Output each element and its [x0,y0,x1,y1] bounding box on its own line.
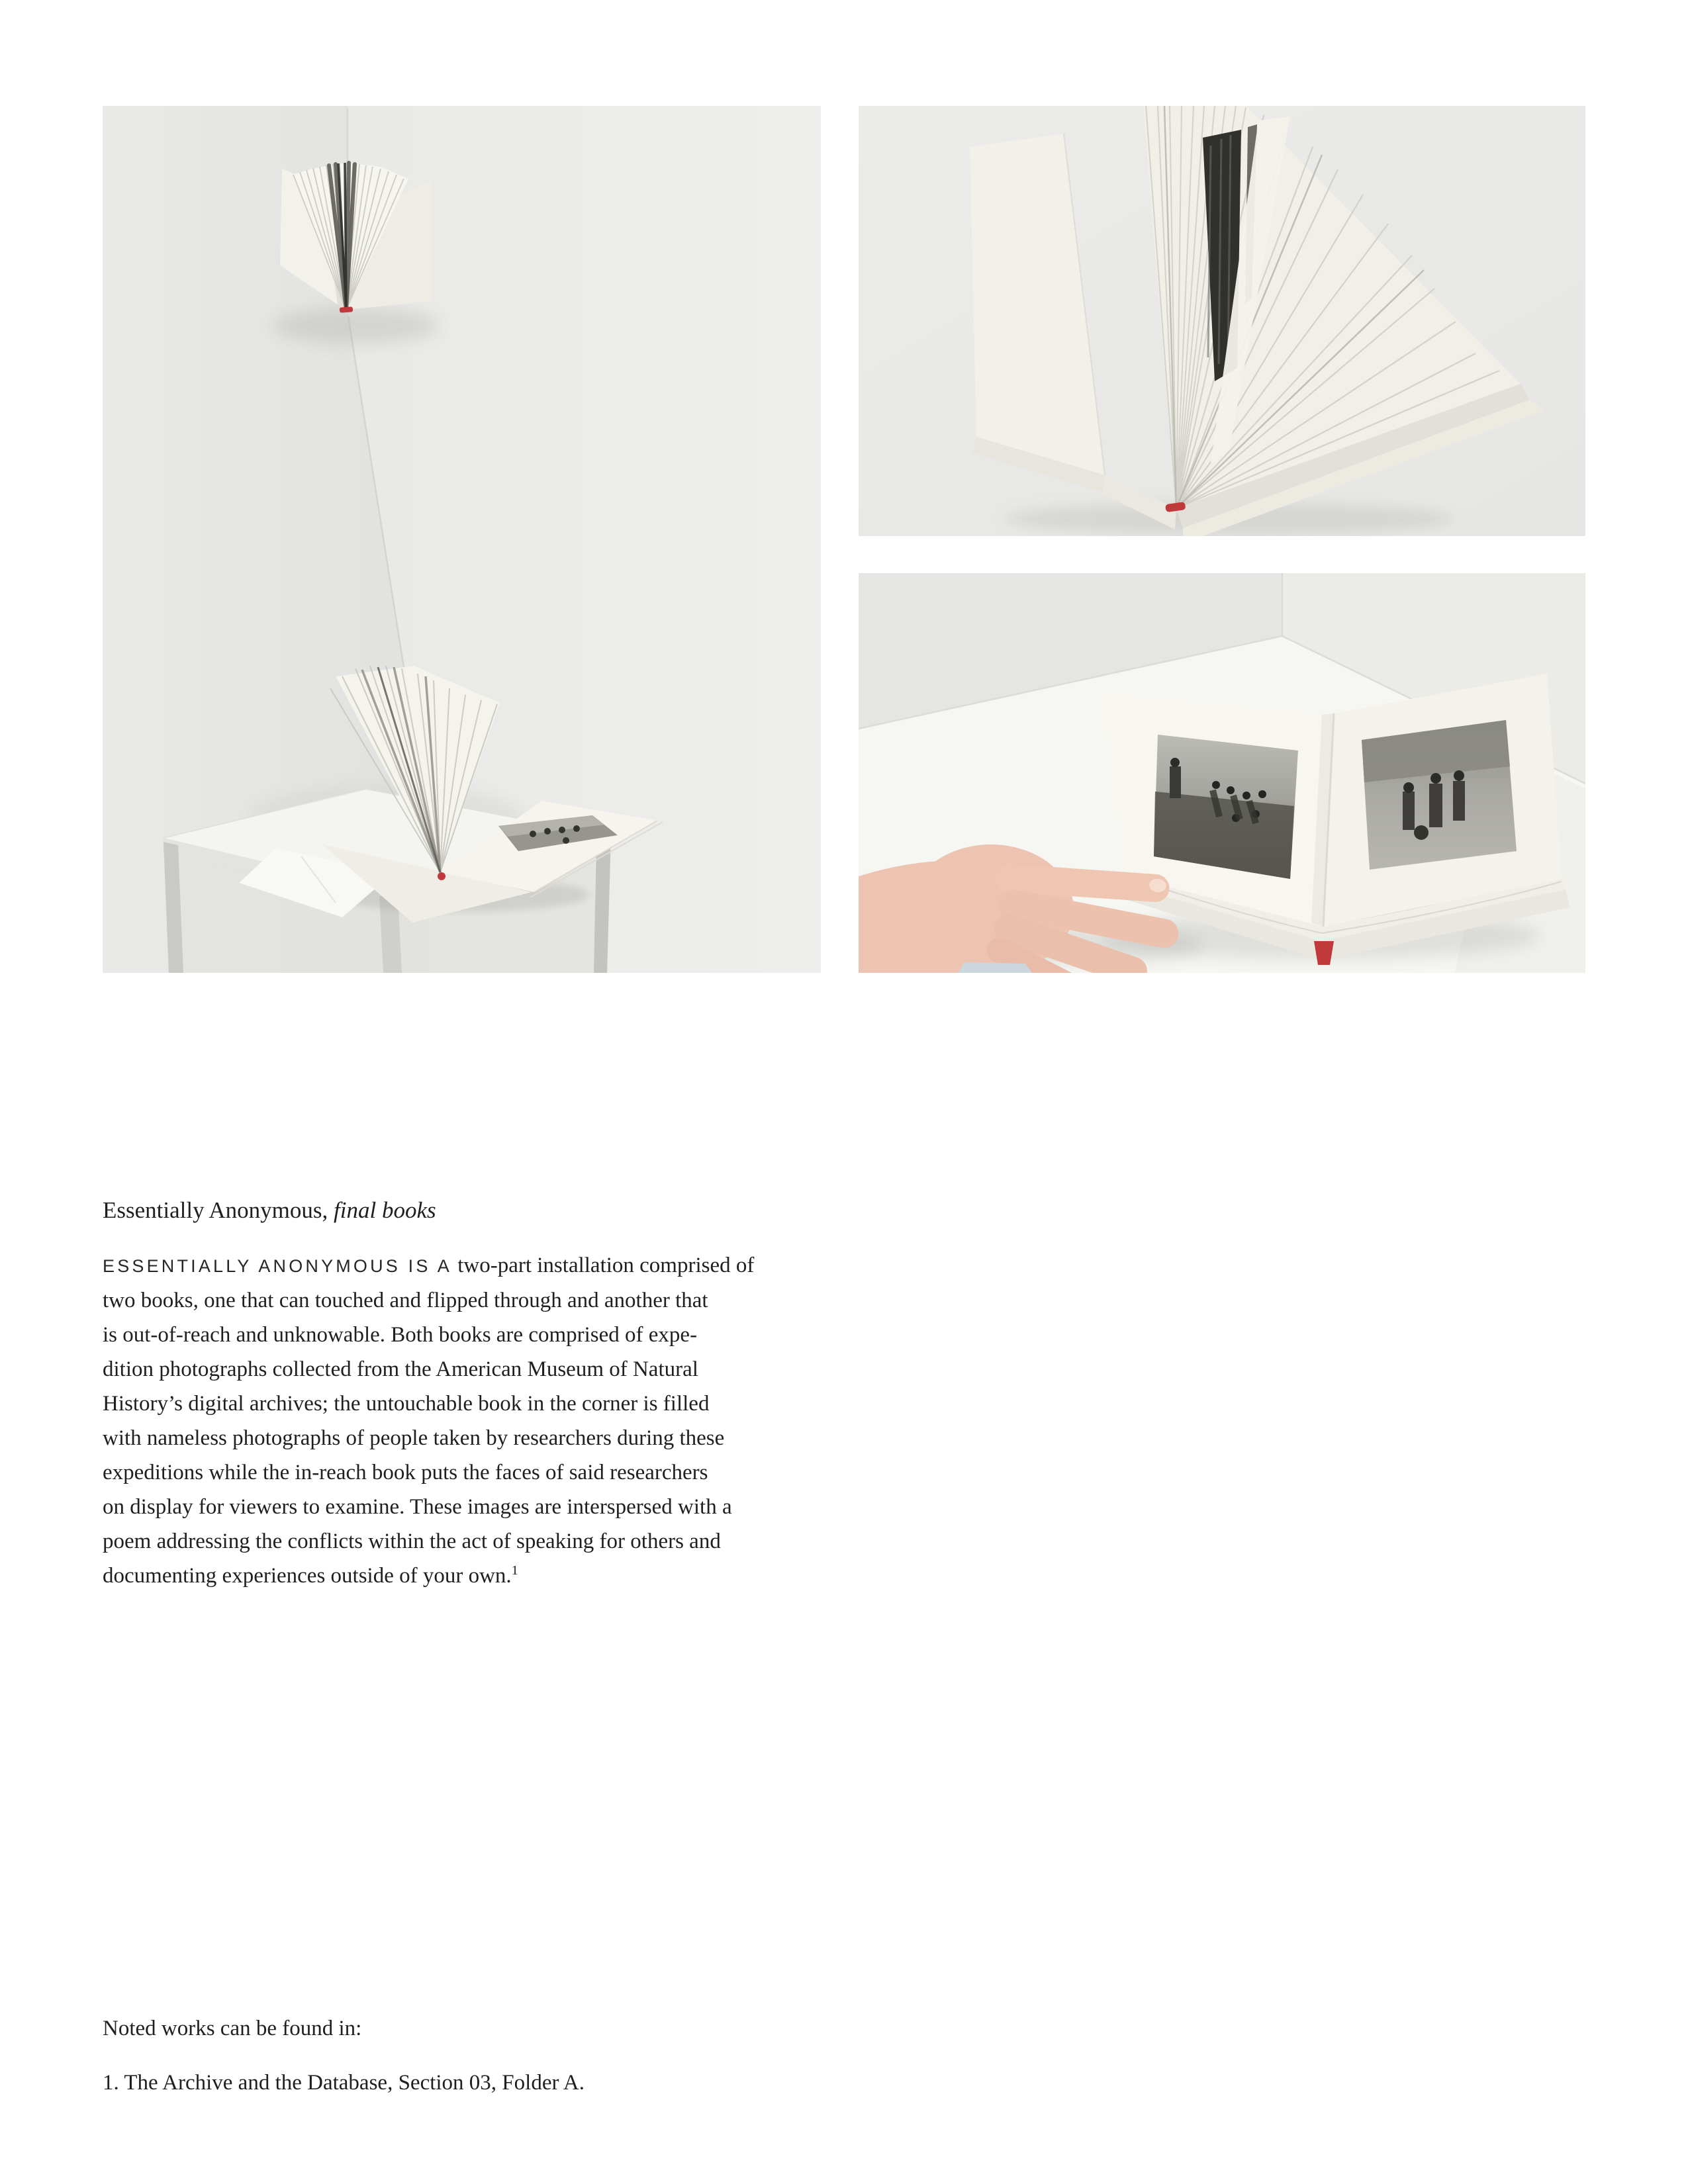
paragraph-lines [103,1283,754,1559]
paragraph-text: documenting experiences outside of your own. [103,1564,512,1588]
footnote-marker: 1 [511,1563,518,1578]
photo-hand-flipping-book [859,573,1585,973]
paragraph-line: with nameless photographs of people taken by researchers during these [103,1426,725,1450]
work-subtitle: final books [334,1197,436,1223]
work-description [103,1248,754,1593]
book-closeup-illustration [859,106,1585,536]
red-spine-detail [340,306,353,312]
photo-book-closeup [859,106,1585,536]
paragraph-line [103,1559,754,1593]
paragraph-line: on display for viewers to examine. These images are interspersed with a [103,1495,732,1519]
paragraph-line: expeditions while the in-reach book puts the faces of said researchers [103,1461,708,1484]
paragraph-line [103,1248,754,1283]
corner-installation-illustration [103,106,821,973]
corner-mounted-book [273,163,438,344]
work-title: Essentially Anonymous, [103,1197,334,1223]
paragraph-line: dition photographs collected from the American Museum of Natural [103,1357,698,1381]
red-spine-detail [438,872,445,880]
lead-in-small-caps: ESSENTIALLY ANONYMOUS IS A [103,1256,452,1276]
paragraph-line: poem addressing the conflicts within the act of speaking for others and [103,1529,721,1553]
left-photo-plate [1154,735,1298,879]
paragraph-text: two-part installation comprised of [451,1253,755,1277]
paragraph-line: History’s digital archives; the untouchable book in the corner is filled [103,1392,710,1416]
sleeve [958,962,1032,973]
footnote-intro: Noted works can be found in: [103,2017,362,2040]
footnote-item: 1. The Archive and the Database, Section 03, Folder A. [103,2071,585,2095]
photo-corner-installation [103,106,821,973]
paragraph-line: is out-of-reach and unknowable. Both books are comprised of expe- [103,1323,698,1347]
hand-book-illustration [859,573,1585,973]
footnote-list [103,2068,585,2098]
right-photo-plate [1362,720,1517,870]
paragraph-line: two books, one that can touched and flipped through and another that [103,1289,708,1312]
work-caption [103,1195,436,1226]
